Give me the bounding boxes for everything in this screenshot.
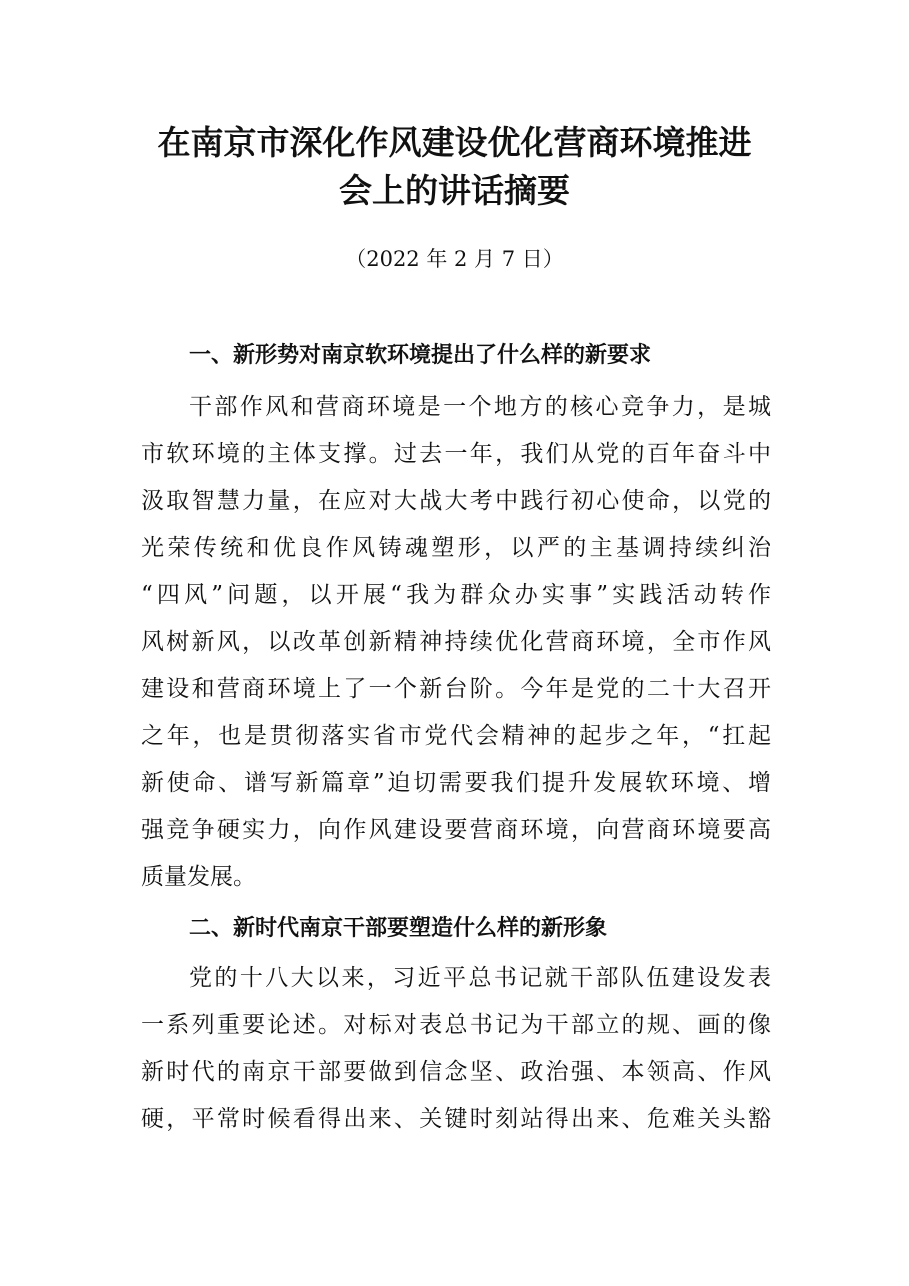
section-2-line: 党的十八大以来，习近平总书记就干部队伍建设发表 — [189, 965, 771, 991]
section-1-line: 之年，也是贯彻落实省市党代会精神的起步之年，“扛起 — [141, 723, 771, 749]
section-1-line: 干部作风和营商环境是一个地方的核心竞争力，是城 — [189, 394, 771, 420]
section-2-line: 硬，平常时候看得出来、关键时刻站得出来、危难关头豁 — [141, 1106, 771, 1132]
document-title-line-2: 会上的讲话摘要 — [339, 171, 570, 210]
section-1-line: 汲取智慧力量，在应对大战大考中践行初心使命，以党的 — [141, 488, 771, 514]
section-1-line: 质量发展。 — [141, 864, 256, 890]
section-1-line: 光荣传统和优良作风铸魂塑形，以严的主基调持续纠治 — [141, 535, 771, 561]
section-1-heading: 一、新形势对南京软环境提出了什么样的新要求 — [189, 343, 652, 368]
section-1-line: 风树新风，以改革创新精神持续优化营商环境，全市作风 — [141, 629, 771, 655]
section-1-line: 强竞争硬实力，向作风建设要营商环境，向营商环境要高 — [141, 817, 771, 843]
document-title-line-1: 在南京市深化作风建设优化营商环境推进 — [157, 123, 752, 162]
document-date: （2022 年 2 月 7 日） — [345, 247, 564, 271]
section-2-line: 新时代的南京干部要做到信念坚、政治强、本领高、作风 — [141, 1059, 771, 1085]
section-1-line: 市软环境的主体支撑。过去一年，我们从党的百年奋斗中 — [141, 441, 771, 467]
section-2-line: 一系列重要论述。对标对表总书记为干部立的规、画的像 — [141, 1012, 771, 1038]
section-1-line: 建设和营商环境上了一个新台阶。今年是党的二十大召开 — [141, 676, 771, 702]
section-1-line: 新使命、谱写新篇章”迫切需要我们提升发展软环境、增 — [141, 770, 771, 796]
section-2-heading: 二、新时代南京干部要塑造什么样的新形象 — [189, 916, 608, 941]
section-1-line: “四风”问题，以开展“我为群众办实事”实践活动转作 — [141, 582, 771, 608]
